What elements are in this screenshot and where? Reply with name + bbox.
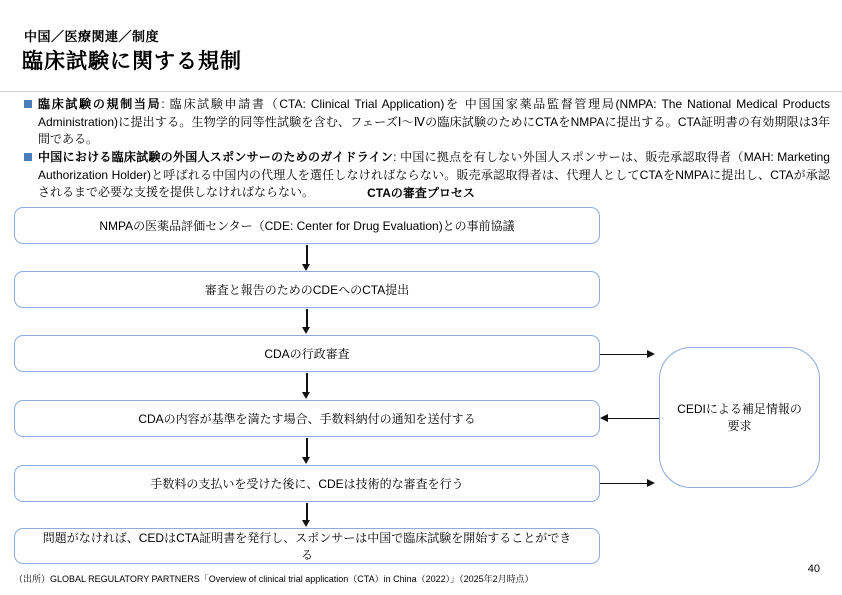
flow-step-label: 問題がなければ、CEDはCTA証明書を発行し、スポンサーは中国で臨床試験を開始することができる xyxy=(42,531,572,562)
bullet-text: : 中国に拠点を有しない外国人スポンサーは、販売承認取得者（MAH: Marketing Authorization Holder)と呼ばれる中国内の代理人を選任しなければならない。販売承認取得者は、代理人としてCTAをNMPAに提出し、CTAが承認されるまで必要な支援を提供しなければならない。 xyxy=(38,150,830,199)
bullet-square-icon xyxy=(24,100,32,108)
arrow-left-icon xyxy=(600,414,608,422)
source-note: （出所）GLOBAL REGULATORY PARTNERS「Overview of clinical trial application（CTA）in China（2022）」（2025年2月時点） xyxy=(14,574,534,584)
bullet-item-regulator xyxy=(24,96,830,149)
arrow-right-icon xyxy=(647,479,655,487)
vertical-connector-line xyxy=(306,309,308,328)
flow-step-box-5 xyxy=(14,465,600,502)
flow-step-box-2 xyxy=(14,271,600,308)
arrow-down-icon xyxy=(302,520,310,527)
arrow-down-icon xyxy=(302,457,310,464)
side-info-box xyxy=(659,347,820,488)
bullet-content xyxy=(24,96,830,149)
bullet-square-icon xyxy=(24,153,32,161)
arrow-down-icon xyxy=(302,392,310,399)
horizontal-connector-line xyxy=(600,354,647,356)
header-category: 中国／医療関連／制度 xyxy=(24,29,160,44)
vertical-connector-line xyxy=(306,373,308,393)
bullet-text: : 臨床試験申請書（CTA: Clinical Trial Application)を 中国国家薬品監督管理局(NMPA: The National Medical Products Administration)に提出する。生物学的同等性試験を含む、フェーズⅠ～Ⅳの臨床試験のためにCTAをNMPAに提出する。CTA証明書の有効期限は3年間である。 xyxy=(38,97,830,146)
arrow-right-icon xyxy=(647,350,655,358)
flow-step-box-1 xyxy=(14,207,600,244)
page-number: 40 xyxy=(807,563,820,575)
vertical-connector-line xyxy=(306,438,308,458)
arrow-down-icon xyxy=(302,327,310,334)
bullet-label: 臨床試験の規制当局 xyxy=(38,97,162,111)
horizontal-connector-line xyxy=(600,483,647,485)
page-title: 臨床試験に関する規制 xyxy=(22,50,242,73)
vertical-connector-line xyxy=(306,503,308,521)
title-divider xyxy=(0,91,842,92)
bullet-label: 中国における臨床試験の外国人スポンサーのためのガイドライン xyxy=(38,150,394,164)
arrow-down-icon xyxy=(302,264,310,271)
flow-step-label: 審査と報告のためのCDEへのCTA提出 xyxy=(204,283,410,297)
flow-step-box-6 xyxy=(14,528,600,564)
vertical-connector-line xyxy=(306,245,308,264)
flow-step-box-3 xyxy=(14,335,600,372)
flow-step-label: NMPAの医薬品評価センター（CDE: Center for Drug Evaluation)との事前協議 xyxy=(99,219,515,233)
flow-step-box-4 xyxy=(14,400,600,437)
horizontal-connector-line xyxy=(608,418,659,420)
flowchart-title: CTAの審査プロセス xyxy=(367,186,475,200)
flow-step-label: 手数料の支払いを受けた後に、CDEは技術的な審査を行う xyxy=(150,477,464,491)
flow-step-label: CDAの行政審査 xyxy=(264,347,350,361)
flow-step-label: CDAの内容が基準を満たす場合、手数料納付の通知を送付する xyxy=(138,412,476,426)
side-info-label: CEDIによる補足情報の要求 xyxy=(677,401,802,433)
